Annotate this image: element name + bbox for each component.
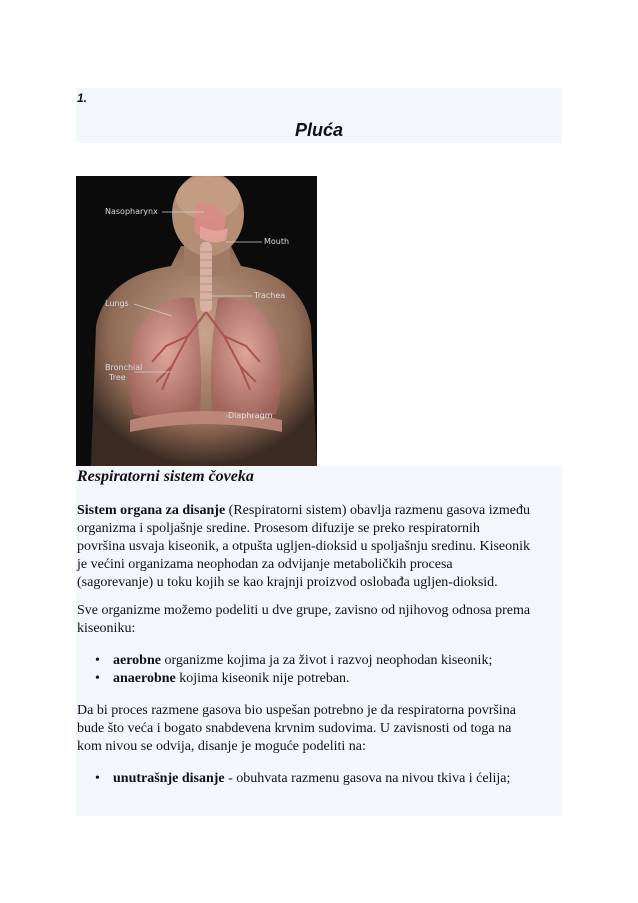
paragraph-2 xyxy=(77,602,563,638)
paragraph-1-line: površina usvaja kiseonik, a otpušta ugljen-dioksid u spoljašnju sredinu. Kiseonik xyxy=(77,539,531,554)
label-lungs: Lungs xyxy=(105,299,129,308)
page-title: Pluća xyxy=(294,120,344,140)
paragraph-3-line: bude što veća i bogato snabdevena krvnim sudovima. U zavisnosti od toga na xyxy=(77,721,512,736)
respiratory-illustration xyxy=(76,176,317,466)
paragraph-1-term: Sistem organa za disanje xyxy=(77,503,226,518)
label-mouth: Mouth xyxy=(264,237,290,246)
label-nasopharynx: Nasopharynx xyxy=(105,207,158,216)
heading-number: 1. xyxy=(77,91,88,105)
paragraph-2-line: kiseoniku: xyxy=(77,621,136,636)
bullet-icon: • xyxy=(95,671,100,686)
paragraph-3 xyxy=(77,702,563,756)
paragraph-3-line: kom nivou se odvija, disanje je moguće podeliti na: xyxy=(77,739,366,754)
paragraph-3-line: Da bi proces razmene gasova bio uspešan potrebno je da respiratorna površina xyxy=(77,703,516,718)
bullet-icon: • xyxy=(95,771,100,786)
respiratory-system-figure xyxy=(76,176,317,466)
label-trachea: Trachea xyxy=(254,291,286,300)
paragraph-1-line: je većini organizama neophodan za odvijanje metaboličkih procesa xyxy=(77,557,453,572)
paragraph-1-line: Sistem organa za disanje (Respiratorni sistem) obavlja razmenu gasova između xyxy=(77,503,530,518)
label-tree: Tree xyxy=(109,373,126,382)
label-diaphragm: Diaphragm xyxy=(228,411,273,420)
paragraph-2-line: Sve organizme možemo podeliti u dve grupe, zavisno od njihovog odnosa prema xyxy=(77,603,531,618)
document-page: 1. Pluća Nasopharynx Mouth Trachea Lungs Bronchial Tree Diaphragm Respiratorni sistem čoveka Sistem organa za disanje (Respiratorni sistem) obavlja razmenu gasova između organizma i spoljašnje sredine. Prosesom difuzije se preko respiratornih površina usvaja kiseonik, a otpušta ugljen-dioksid u spoljašnju sredinu. Kiseonik je većini organizama neophodan za odvijanje metaboličkih procesa (sagorevanje) u toku kojih se kao krajnji proizvod oslobađa ugljen-dioksid. Sve organizme možemo podeliti u dve grupe, zavisno od njihovog odnosa prema kiseoniku: • aerobne organizme kojima ja za život i razvoj neophodan kiseonik; • anaerobne kojima kiseonik nije potreban. Da bi proces razmene gasova bio uspešan potrebno je da respiratorna površina bude što veća i bogato snabdevena krvnim sudovima. U zavisnosti od toga na kom nivou se odvija, disanje je moguće podeliti na: • unutrašnje disanje - obuhvata razmenu gasova na nivou tkiva i ćelija; xyxy=(0,0,638,903)
section-title: Respiratorni sistem čoveka xyxy=(77,468,254,485)
paragraph-1-line: organizma i spoljašnje sredine. Prosesom difuzije se preko respiratornih xyxy=(77,521,480,536)
paragraph-1 xyxy=(77,502,563,592)
paragraph-1-line: (sagorevanje) u toku kojih se kao krajnji proizvod oslobađa ugljen-dioksid. xyxy=(77,575,498,590)
bullet-icon: • xyxy=(95,653,100,668)
label-bronchial: Bronchial xyxy=(105,363,143,372)
